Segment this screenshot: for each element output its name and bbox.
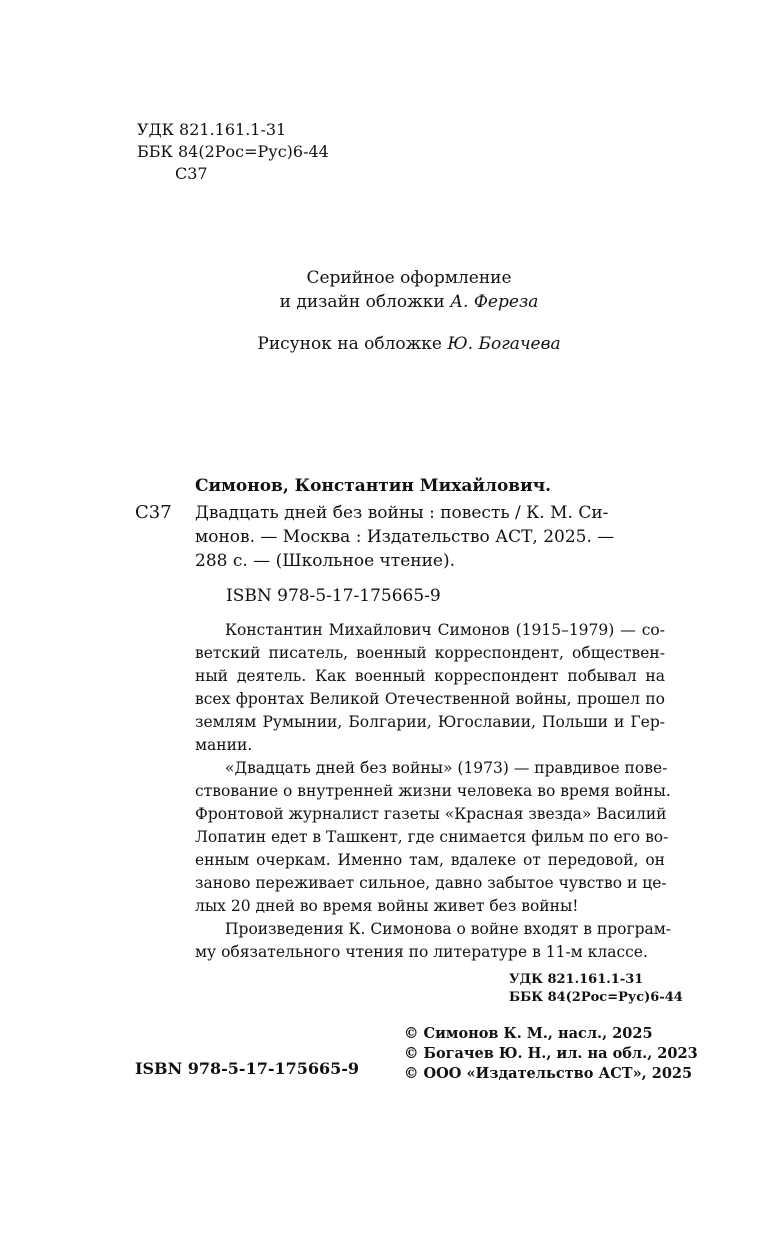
series-design-line1: Серийное оформление [306, 268, 512, 288]
annotation-line: лых 20 дней во время войны живет без войны! [195, 897, 579, 915]
description-line: 288 с. — (Школьное чтение). [195, 551, 456, 571]
annotation-line: ствование о внутренней жизни человека во время войны. [195, 782, 671, 800]
cover-illustration-line [0, 332, 768, 356]
copyright-line: © Симонов К. М., насл., 2025 [404, 1025, 653, 1042]
credits-block [0, 266, 768, 356]
annotation-line: ный деятель. Как военный корреспондент побывал на [195, 667, 665, 685]
catalog-author-mark: С37 [135, 502, 172, 523]
series-designer-name: А. Фереза [450, 292, 539, 312]
annotation-line: заново переживает сильное, давно забытое чувство и це- [195, 874, 667, 892]
description-line: монов. — Москва : Издательство АСТ, 2025. — [195, 527, 615, 547]
catalog-author: Симонов, Константин Михайлович. [195, 476, 552, 496]
annotation [195, 619, 672, 964]
udk-code-bottom: УДК 821.161.1-31 [509, 972, 644, 987]
copyright-line: © ООО «Издательство АСТ», 2025 [404, 1065, 693, 1082]
annotation-line: му обязательного чтения по литературе в 11-м классе. [195, 943, 648, 961]
annotation-line: Лопатин едет в Ташкент, где снимается фильм по его во- [195, 828, 669, 846]
annotation-line: «Двадцать дней без войны» (1973) — правдивое пове- [225, 759, 668, 777]
cover-illustration-prefix: Рисунок на обложке [257, 334, 442, 354]
copyright-block [404, 1024, 698, 1084]
bbk-code-bottom: ББК 84(2Рос=Рус)6-44 [509, 990, 683, 1005]
bbk-code: ББК 84(2Рос=Рус)6-44 [137, 142, 329, 161]
annotation-line: мании. [195, 736, 253, 754]
catalog-isbn: ISBN 978-5-17-175665-9 [226, 586, 441, 606]
classification-block-bottom [509, 971, 683, 1007]
annotation-line: Фронтовой журналист газеты «Красная звезда» Василий [195, 805, 667, 823]
description-line: Двадцать дней без войны : повесть / К. М. Си- [195, 503, 609, 523]
annotation-line: землям Румынии, Болгарии, Югославии, Польши и Гер- [195, 713, 665, 731]
series-design-line2 [0, 290, 768, 314]
cover-artist-name: Ю. Богачева [447, 334, 561, 354]
series-design-prefix: и дизайн обложки [279, 292, 445, 312]
annotation-paragraph-1 [195, 619, 665, 757]
annotation-line: Константин Михайлович Симонов (1915–1979) — со- [225, 621, 665, 639]
author-mark: С37 [175, 164, 208, 183]
classification-block-top [137, 119, 329, 185]
udk-code: УДК 821.161.1-31 [137, 120, 287, 139]
annotation-paragraph-3 [195, 918, 672, 964]
copyright-line: © Богачев Ю. Н., ил. на обл., 2023 [404, 1045, 698, 1062]
annotation-line: всех фронтах Великой Отечественной войны, прошел по [195, 690, 665, 708]
annotation-line: ветский писатель, военный корреспондент, обществен- [195, 644, 665, 662]
isbn-bottom: ISBN 978-5-17-175665-9 [135, 1059, 360, 1078]
catalog-description [195, 501, 665, 573]
annotation-paragraph-2 [195, 757, 671, 918]
annotation-line: енным очеркам. Именно там, вдалеке от передовой, он [195, 851, 665, 869]
annotation-line: Произведения К. Симонова о войне входят в програм- [225, 920, 672, 938]
